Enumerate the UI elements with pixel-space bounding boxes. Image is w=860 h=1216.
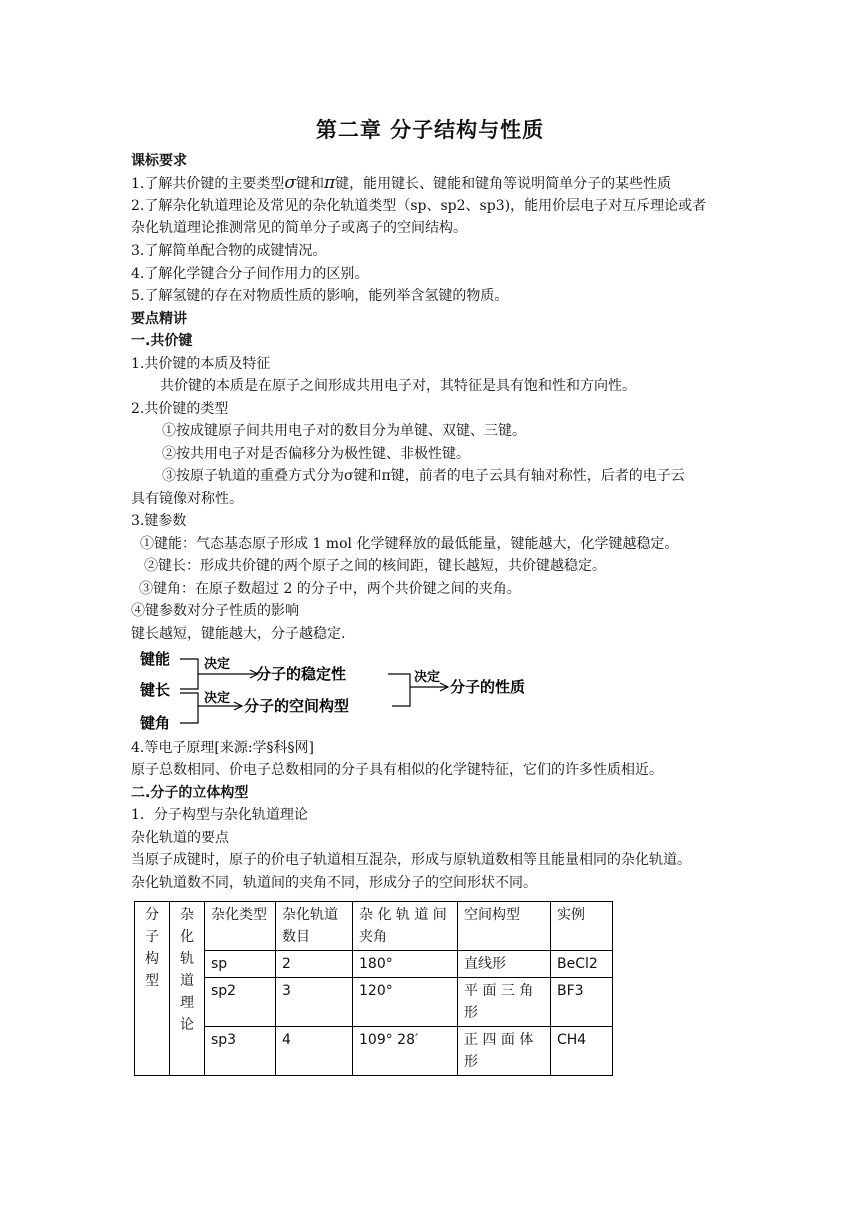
- cell-count: 2: [276, 951, 353, 978]
- requirement-1-mid: 键和: [295, 176, 324, 192]
- p1-2-heading: 2.共价键的类型: [131, 401, 229, 417]
- sigma-symbol: σ: [284, 173, 296, 193]
- p1-1-heading: 1.共价键的本质及特征: [131, 356, 271, 372]
- requirement-5: 5.了解氢键的存在对物质性质的影响，能列举含氢键的物质。: [131, 288, 509, 304]
- requirement-2a: 2.了解杂化轨道理论及常见的杂化轨道类型（sp、sp2、sp3)，能用价层电子对互斥理论或者: [131, 198, 707, 214]
- diagram-decide-1: 决定: [204, 657, 231, 672]
- p2-1-text-1: 当原子成键时，原子的价电子轨道相互混杂，形成与原轨道数相等且能量相同的杂化轨道。: [131, 852, 691, 868]
- table-header-shape: 空间构型: [458, 902, 551, 951]
- p1-4-text: 原子总数相同、价电子总数相同的分子具有相似的化学键特征，它们的许多性质相近。: [131, 762, 663, 778]
- p1-1-text: 共价键的本质是在原子之间形成共用电子对，其特征是具有饱和性和方向性。: [160, 378, 636, 394]
- p1-3-item-e: 键长越短，键能越大，分子越稳定.: [131, 626, 346, 642]
- cell-type: sp2: [205, 978, 276, 1027]
- p1-3-item-c: ③键角：在原子数超过 2 的分子中，两个共价键之间的夹角。: [139, 581, 521, 597]
- p1-3-item-d: ④键参数对分子性质的影响: [131, 603, 299, 619]
- cell-angle: 120°: [353, 978, 458, 1027]
- requirement-2b: 杂化轨道理论推测常见的简单分子或离子的空间结构。: [131, 220, 467, 236]
- part2-heading: 二.分子的立体构型: [131, 785, 249, 801]
- table-row: [135, 951, 613, 978]
- diagram-decide-3: 决定: [414, 670, 441, 685]
- requirement-1-post: 键，能用键长、键能和键角等说明简单分子的某些性质: [335, 176, 672, 192]
- diagram-result-geometry: 分子的空间构型: [244, 697, 350, 715]
- diagram-param-length: 键长: [140, 681, 171, 699]
- section-heading-key-points: 要点精讲: [131, 311, 187, 327]
- p1-2-item-c1: ③按原子轨道的重叠方式分为σ键和π键，前者的电子云具有轴对称性，后者的电子云: [162, 468, 685, 484]
- requirement-1-pre: 1.了解共价键的主要类型: [131, 176, 285, 192]
- table-row: [135, 978, 613, 1027]
- p1-3-heading: 3.键参数: [131, 513, 187, 529]
- p1-3-item-a: ①键能：气态基态原子形成 1 mol 化学键释放的最低能量，键能越大，化学键越稳定。: [140, 536, 679, 552]
- table-header-example: 实例: [551, 902, 613, 951]
- diagram-param-energy: 键能: [140, 650, 171, 668]
- diagram-param-angle: 键角: [140, 714, 171, 732]
- cell-angle: 180°: [353, 951, 458, 978]
- diagram-decide-2: 决定: [204, 691, 231, 706]
- cell-shape: 直线形: [458, 951, 551, 978]
- p2-1-heading: 1．分子构型与杂化轨道理论: [131, 807, 308, 823]
- cell-shape: 平 面 三 角 形: [458, 978, 551, 1027]
- cell-count: 4: [276, 1027, 353, 1076]
- section-heading-requirements: 课标要求: [131, 153, 187, 169]
- table-header-angle: 杂 化 轨 道 间 夹角: [353, 902, 458, 951]
- cell-type: sp3: [205, 1027, 276, 1076]
- p2-1-text-2: 杂化轨道数不同，轨道间的夹角不同，形成分子的空间形状不同。: [131, 875, 537, 891]
- diagram-result-stability: 分子的稳定性: [256, 665, 347, 683]
- cell-example: BF3: [551, 978, 613, 1027]
- p1-2-item-b: ②按共用电子对是否偏移分为极性键、非极性键。: [162, 446, 470, 462]
- bond-parameter-diagram: [140, 647, 560, 737]
- pi-symbol: π: [323, 173, 336, 193]
- table-row: [135, 1027, 613, 1076]
- hybridization-table: [134, 901, 613, 1076]
- table-header-type: 杂化类型: [205, 902, 276, 951]
- cell-angle: 109° 28′: [353, 1027, 458, 1076]
- page-title: 第二章 分子结构与性质: [315, 118, 545, 142]
- cell-shape: 正 四 面 体 形: [458, 1027, 551, 1076]
- table-col-label-molecular-shape: 分 子 构 型: [135, 902, 170, 1076]
- cell-type: sp: [205, 951, 276, 978]
- table-col-label-hybrid-theory: 杂 化 轨 道 理 论: [170, 902, 205, 1076]
- p1-3-item-b: ②键长：形成共价键的两个原子之间的核间距，键长越短，共价键越稳定。: [144, 558, 606, 574]
- cell-count: 3: [276, 978, 353, 1027]
- p2-1-subheading: 杂化轨道的要点: [131, 830, 229, 846]
- p1-4-heading: 4.等电子原理[来源:学§科§网]: [131, 740, 314, 756]
- cell-example: CH4: [551, 1027, 613, 1076]
- requirement-4: 4.了解化学键合分子间作用力的区别。: [131, 266, 369, 282]
- diagram-final-properties: 分子的性质: [450, 678, 526, 696]
- p1-2-item-a: ①按成键原子间共用电子对的数目分为单键、双键、三键。: [162, 423, 526, 439]
- p1-2-item-c2: 具有镜像对称性。: [131, 491, 243, 507]
- table-header-row: [135, 902, 613, 951]
- table-header-count: 杂化轨道数目: [276, 902, 353, 951]
- cell-example: BeCl2: [551, 951, 613, 978]
- requirement-1: [131, 173, 671, 194]
- part1-heading: 一.共价键: [131, 333, 193, 349]
- requirement-3: 3.了解简单配合物的成键情况。: [131, 243, 327, 259]
